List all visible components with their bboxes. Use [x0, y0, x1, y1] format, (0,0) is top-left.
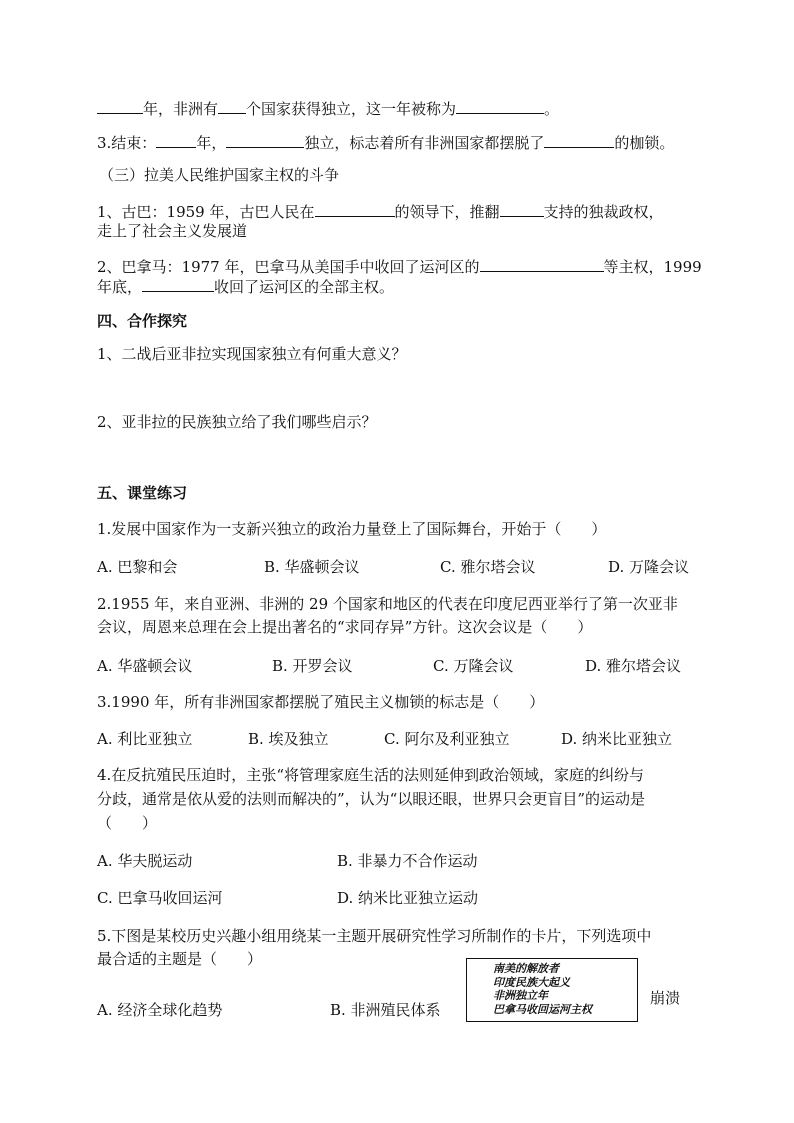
blank-panama-date[interactable] [142, 275, 214, 292]
q2-option-d[interactable]: D. 雅尔塔会议 [585, 657, 682, 675]
section4-question-1: 1、二战后亚非拉实现国家独立有何重大意义？ [97, 345, 407, 363]
q5-option-a[interactable]: A. 经济全球化趋势 [97, 1001, 223, 1019]
panama-line-1: 2、巴拿马：1977 年，巴拿马从美国手中收回了运河区的 等主权，1999 [97, 255, 702, 278]
blank-cuba-leader[interactable] [315, 200, 395, 217]
blank-shackles[interactable] [544, 131, 614, 148]
cuba-line-2: 走上了社会主义发展道 [97, 222, 248, 240]
q3-option-a[interactable]: A. 利比亚独立 [97, 730, 193, 748]
q1-option-d[interactable]: D. 万隆会议 [608, 558, 690, 576]
blank-year[interactable] [97, 97, 143, 114]
blank-year-name[interactable] [456, 97, 544, 114]
q3-option-d[interactable]: D. 纳米比亚独立 [561, 730, 673, 748]
cuba-line-1: 1、古巴：1959 年，古巴人民在 的领导下，推翻 支持的独裁政权， [97, 200, 664, 223]
q3-option-b[interactable]: B. 埃及独立 [248, 730, 329, 748]
blank-country[interactable] [226, 131, 304, 148]
q4-option-b[interactable]: B. 非暴力不合作运动 [337, 852, 478, 870]
section4-question-2: 2、亚非拉的民族独立给了我们哪些启示？ [97, 413, 377, 431]
q4-stem-1: 4.在反抗殖民压迫时，主张“将管理家庭生活的法则延伸到政治领域，家庭的纠纷与 [97, 766, 644, 784]
q2-stem-2: 会议，周恩来总理在会上提出著名的“求同存异”方针。这次会议是（ ） [97, 618, 593, 636]
section5-title: 五、课堂练习 [97, 484, 188, 502]
section4-title: 四、合作探究 [97, 312, 188, 330]
q1-option-c[interactable]: C. 雅尔塔会议 [440, 558, 536, 576]
card-line-2: 印度民族大起义 [493, 975, 570, 989]
q2-stem-1: 2.1955 年，来自亚洲、非洲的 29 个国家和地区的代表在印度尼西亚举行了第一次亚非 [97, 595, 678, 613]
panama-line-2: 年底， 收回了运河区的全部主权。 [97, 275, 394, 298]
blank-cuba-support[interactable] [500, 200, 544, 217]
q4-option-c[interactable]: C. 巴拿马收回运河 [97, 889, 223, 907]
card-line-1: 南美的解放者 [493, 962, 559, 975]
q2-option-c[interactable]: C. 万隆会议 [433, 657, 514, 675]
q5-trailing-text: 崩溃 [650, 989, 681, 1007]
q3-stem: 3.1990 年，所有非洲国家都摆脱了殖民主义枷锁的标志是（ ） [97, 693, 545, 711]
q5-option-b[interactable]: B. 非洲殖民体系 [330, 1001, 441, 1019]
q3-option-c[interactable]: C. 阿尔及利亚独立 [384, 730, 510, 748]
q4-stem-2: 分歧，通常是依从爱的法则而解决的”，认为“以眼还眼，世界只会更盲目”的运动是 [97, 790, 646, 808]
q4-stem-3: （ ） [97, 814, 158, 832]
q1-stem: 1.发展中国家作为一支新兴独立的政治力量登上了国际舞台，开始于（ ） [97, 520, 607, 538]
q2-option-b[interactable]: B. 开罗会议 [272, 657, 353, 675]
q4-option-a[interactable]: A. 华夫脱运动 [97, 852, 193, 870]
subsection-latin-america: （三）拉美人民维护国家主权的斗争 [99, 166, 340, 184]
q1-option-a[interactable]: A. 巴黎和会 [97, 558, 178, 576]
blank-end-year[interactable] [156, 131, 196, 148]
blank-count[interactable] [218, 97, 246, 114]
africa-independence-line: 年，非洲有 个国家获得独立，这一年被称为 。 [97, 97, 559, 120]
q2-option-a[interactable]: A. 华盛顿会议 [97, 657, 193, 675]
q1-option-b[interactable]: B. 华盛顿会议 [264, 558, 360, 576]
card-line-3: 非洲独立年 [493, 989, 548, 1002]
q5-stem-1: 5.下图是某校历史兴趣小组用绕某一主题开展研究性学习所制作的卡片，下列选项中 [97, 927, 652, 945]
q5-topic-card [466, 958, 638, 1022]
africa-end-line: 3.结束： 年， 独立，标志着所有非洲国家都摆脱了 的枷锁。 [97, 131, 674, 154]
card-line-4: 巴拿马收回运河主权 [493, 1002, 592, 1016]
q4-option-d[interactable]: D. 纳米比亚独立运动 [337, 889, 479, 907]
blank-panama-rights[interactable] [480, 255, 604, 272]
q5-stem-2: 最合适的主题是（ ） [97, 950, 263, 968]
